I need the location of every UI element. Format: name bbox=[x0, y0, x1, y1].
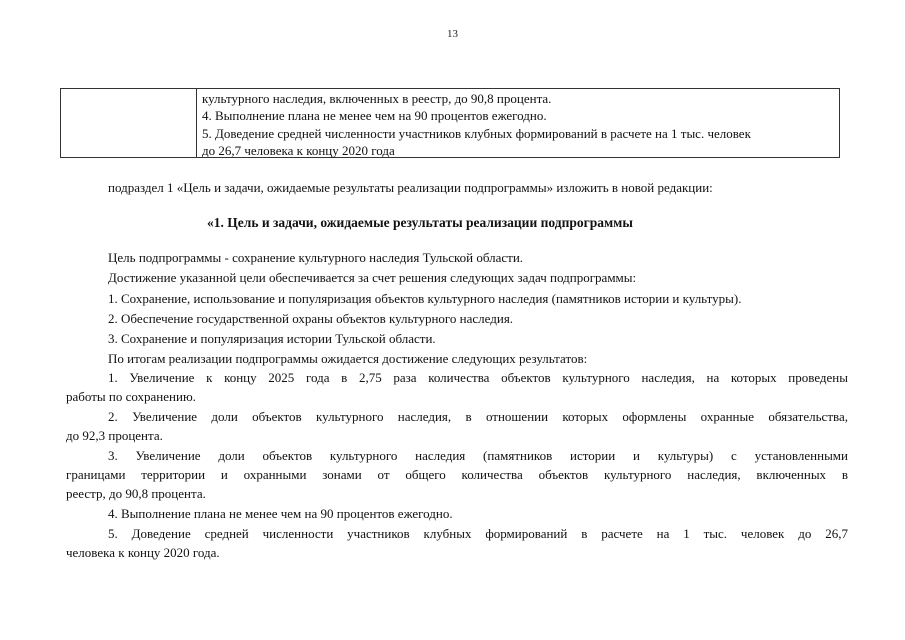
result-item-5: 5. Доведение средней численности участников клубных формирований в расчете на 1 тыс. человек до 26,7 bbox=[108, 526, 848, 541]
task-item: 2. Обеспечение государственной охраны объектов культурного наследия. bbox=[108, 311, 514, 326]
result-item-1-cont: работы по сохранению. bbox=[66, 389, 196, 404]
table-line: до 26,7 человека к концу 2020 года bbox=[202, 143, 395, 159]
page-number: 13 bbox=[447, 28, 458, 40]
result-item-5-cont: человека к концу 2020 года. bbox=[66, 545, 220, 560]
achievement-paragraph: Достижение указанной цели обеспечивается за счет решения следующих задач подпрограммы: bbox=[108, 270, 637, 285]
result-item-3-cont: границами территории и охранными зонами от общего количества объектов культурного наследия, включенных в bbox=[66, 467, 848, 482]
table-line: 5. Доведение средней численности участников клубных формирований в расчете на 1 тыс. человек bbox=[202, 125, 751, 141]
result-item-3-cont: реестр, до 90,8 процента. bbox=[66, 486, 206, 501]
section-heading: «1. Цель и задачи, ожидаемые результаты реализации подпрограммы bbox=[207, 215, 633, 230]
task-item: 3. Сохранение и популяризация истории Тульской области. bbox=[108, 331, 436, 346]
table-line: культурного наследия, включенных в реестр, до 90,8 процента. bbox=[202, 91, 552, 106]
intro-paragraph: подраздел 1 «Цель и задачи, ожидаемые результаты реализации подпрограммы» изложить в новой редакции: bbox=[108, 180, 713, 195]
result-item-2-cont: до 92,3 процента. bbox=[66, 428, 163, 443]
goal-paragraph: Цель подпрограммы - сохранение культурного наследия Тульской области. bbox=[108, 250, 524, 265]
result-item-3: 3. Увеличение доли объектов культурного наследия (памятников истории и культуры) с установленными bbox=[108, 448, 848, 463]
task-item: 1. Сохранение, использование и популяризация объектов культурного наследия (памятников истории и культуры). bbox=[108, 291, 742, 306]
table-cell-results bbox=[202, 90, 835, 160]
result-item-1: 1. Увеличение к концу 2025 года в 2,75 раза количества объектов культурного наследия, на которых проведены bbox=[108, 370, 848, 385]
result-item-4: 4. Выполнение плана не менее чем на 90 процентов ежегодно. bbox=[108, 506, 453, 521]
table-line: 4. Выполнение плана не менее чем на 90 процентов ежегодно. bbox=[202, 108, 547, 124]
results-table bbox=[60, 88, 840, 158]
table-column-separator bbox=[196, 89, 197, 157]
results-intro-paragraph: По итогам реализации подпрограммы ожидается достижение следующих результатов: bbox=[108, 351, 588, 366]
result-item-2: 2. Увеличение доли объектов культурного наследия, в отношении которых оформлены охранные обязательства, bbox=[108, 409, 848, 424]
